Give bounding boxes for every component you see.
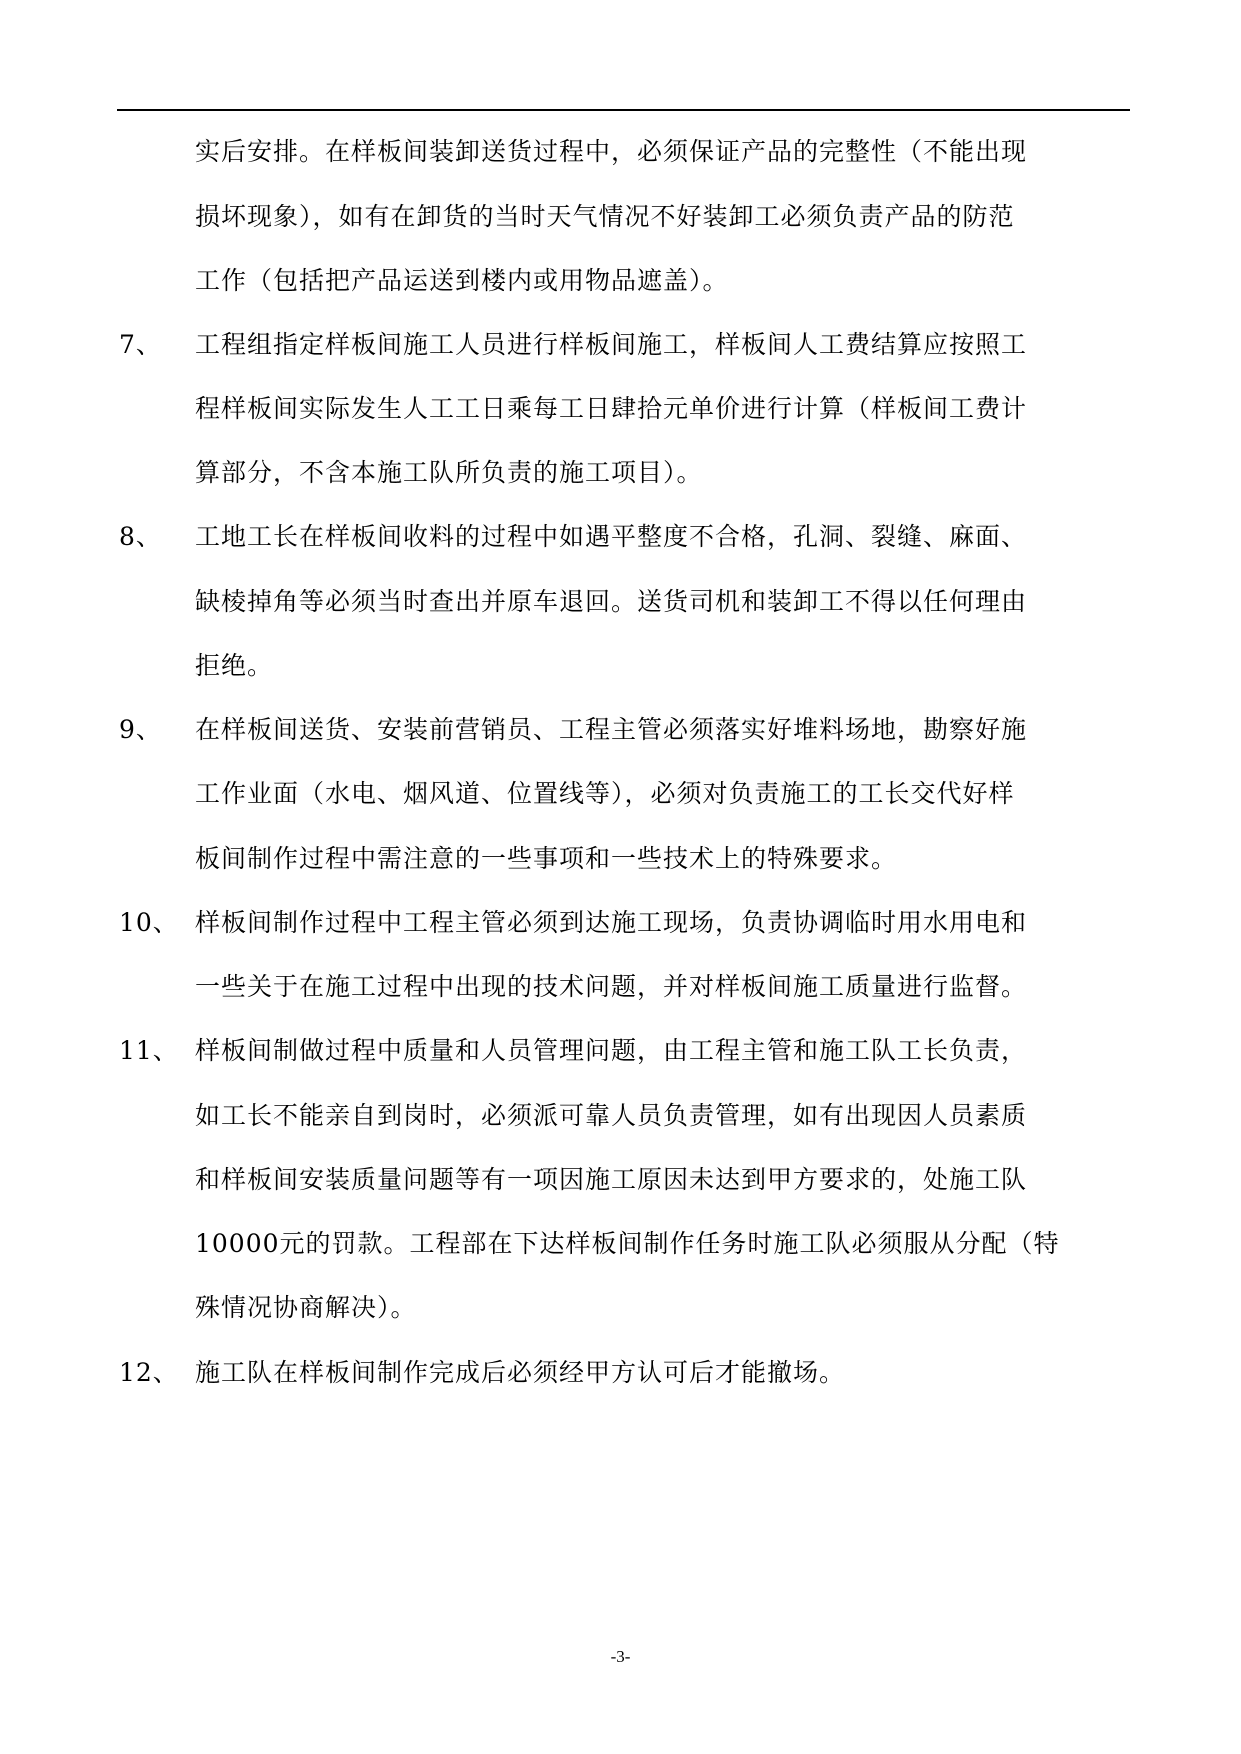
paragraph-line: 样板间制作过程中工程主管必须到达施工现场，负责协调临时用水用电和 <box>195 908 1028 937</box>
paragraph-line: 如工长不能亲自到岗时，必须派可靠人员负责管理，如有出现因人员素质 <box>195 1101 1028 1130</box>
paragraph-line: 施工队在样板间制作完成后必须经甲方认可后才能撤场。 <box>195 1358 846 1387</box>
item-number: 11、 <box>119 1036 179 1065</box>
paragraph-line: 工地工长在样板间收料的过程中如遇平整度不合格，孔洞、裂缝、麻面、 <box>195 522 1028 551</box>
paragraph-line: 拒绝。 <box>195 651 274 680</box>
item-number: 8、 <box>119 522 162 551</box>
paragraph-line: 算部分，不含本施工队所负责的施工项目）。 <box>195 458 703 487</box>
page-number: -3- <box>610 1647 631 1666</box>
paragraph-line: 板间制作过程中需注意的一些事项和一些技术上的特殊要求。 <box>195 844 898 873</box>
paragraph-line: 损坏现象），如有在卸货的当时天气情况不好装卸工必须负责产品的防范 <box>195 202 1015 231</box>
header-rule <box>117 109 1130 111</box>
paragraph-line: 实后安排。在样板间装卸送货过程中，必须保证产品的完整性（不能出现 <box>195 137 1028 166</box>
paragraph-line: 一些关于在施工过程中出现的技术问题，并对样板间施工质量进行监督。 <box>195 972 1028 1001</box>
paragraph-line: 样板间制做过程中质量和人员管理问题，由工程主管和施工队工长负责， <box>195 1036 1028 1065</box>
paragraph-line: 10000元的罚款。工程部在下达样板间制作任务时施工队必须服从分配（特 <box>195 1229 1060 1258</box>
paragraph-line: 殊情况协商解决）。 <box>195 1293 417 1322</box>
paragraph-line: 缺棱掉角等必须当时查出并原车退回。送货司机和装卸工不得以任何理由 <box>195 587 1028 616</box>
item-number: 9、 <box>119 715 162 744</box>
paragraph-line: 和样板间安装质量问题等有一项因施工原因未达到甲方要求的，处施工队 <box>195 1165 1028 1194</box>
paragraph-line: 工作业面（水电、烟风道、位置线等），必须对负责施工的工长交代好样 <box>195 779 1015 808</box>
item-number: 7、 <box>119 330 162 359</box>
paragraph-line: 工作（包括把产品运送到楼内或用物品遮盖）。 <box>195 266 729 295</box>
item-number: 10、 <box>119 908 179 937</box>
paragraph-line: 程样板间实际发生人工工日乘每工日肆拾元单价进行计算（样板间工费计 <box>195 394 1028 423</box>
item-number: 12、 <box>119 1358 179 1387</box>
paragraph-line: 工程组指定样板间施工人员进行样板间施工，样板间人工费结算应按照工 <box>195 330 1028 359</box>
paragraph-line: 在样板间送货、安装前营销员、工程主管必须落实好堆料场地，勘察好施 <box>195 715 1028 744</box>
